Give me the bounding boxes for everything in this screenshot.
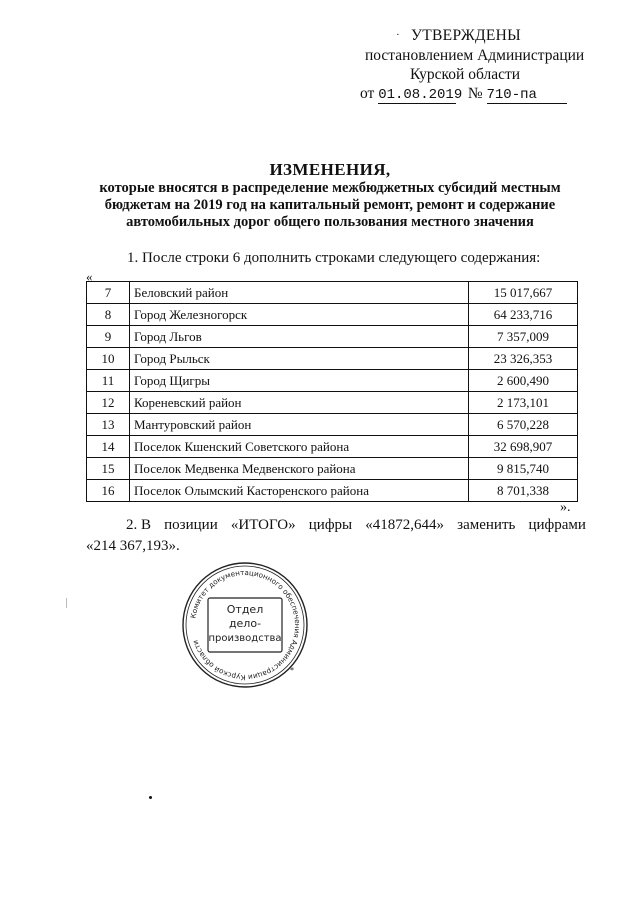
row-number-cell: 12	[87, 392, 130, 414]
heading-line-2: бюджетам на 2019 год на капитальный ремонт, ремонт и содержание	[104, 197, 556, 213]
row-number-cell: 8	[87, 304, 130, 326]
p2-word: «ИТОГО»	[230, 517, 296, 533]
subsidy-table	[86, 281, 578, 502]
table-row	[87, 282, 578, 304]
approval-number: 710-па	[487, 87, 567, 104]
stamp-line-3: производства	[208, 633, 282, 644]
table-row	[87, 480, 578, 502]
row-value-cell: 2 600,490	[469, 370, 578, 392]
row-value-cell: 8 701,338	[469, 480, 578, 502]
row-value-cell: 23 326,353	[469, 348, 578, 370]
approval-date: 01.08.2019	[378, 87, 463, 103]
scan-speck	[66, 598, 67, 608]
document-heading	[70, 159, 590, 231]
row-name-cell: Поселок Олымский Касторенского района	[130, 480, 469, 502]
ink-dot	[149, 796, 152, 799]
row-number-cell: 16	[87, 480, 130, 502]
row-value-cell: 15 017,667	[469, 282, 578, 304]
row-number-cell: 7	[87, 282, 130, 304]
approval-from-label: от	[360, 85, 375, 102]
p2-word: 2. В	[126, 517, 152, 533]
table-row	[87, 436, 578, 458]
paragraph-2-line-2: «214 367,193».	[86, 538, 180, 554]
row-number-cell: 13	[87, 414, 130, 436]
row-name-cell: Город Щигры	[130, 370, 469, 392]
approval-region: Курской области	[410, 66, 521, 83]
row-name-cell: Поселок Кшенский Советского района	[130, 436, 469, 458]
row-value-cell: 64 233,716	[469, 304, 578, 326]
stamp-star-icon: *	[290, 666, 294, 675]
row-name-cell: Беловский район	[130, 282, 469, 304]
table-row	[87, 304, 578, 326]
table-row	[87, 370, 578, 392]
row-number-cell: 9	[87, 326, 130, 348]
row-number-cell: 15	[87, 458, 130, 480]
row-value-cell: 2 173,101	[469, 392, 578, 414]
p2-word: «41872,644»	[365, 517, 445, 533]
heading-title: ИЗМЕНЕНИЯ,	[269, 160, 391, 179]
row-name-cell: Город Рыльск	[130, 348, 469, 370]
table-row	[87, 348, 578, 370]
approval-issuer: постановлением Администрации	[365, 47, 585, 64]
row-value-cell: 7 357,009	[469, 326, 578, 348]
table-row	[87, 326, 578, 348]
row-value-cell: 9 815,740	[469, 458, 578, 480]
p2-word: цифрами	[528, 517, 586, 533]
row-name-cell: Мантуровский район	[130, 414, 469, 436]
row-name-cell: Город Железногорск	[130, 304, 469, 326]
row-number-cell: 10	[87, 348, 130, 370]
row-name-cell: Город Льгов	[130, 326, 469, 348]
stamp-graphic	[180, 560, 310, 690]
paragraph-2-line-1	[86, 515, 586, 536]
row-number-cell: 14	[87, 436, 130, 458]
row-number-cell: 11	[87, 370, 130, 392]
open-quote: «	[86, 269, 93, 284]
approval-title: УТВЕРЖДЕНЫ	[411, 27, 521, 44]
row-value-cell: 6 570,228	[469, 414, 578, 436]
stamp-line-2: дело-	[228, 617, 262, 630]
heading-line-3: автомобильных дорог общего пользования местного значения	[126, 214, 534, 230]
approval-date-line	[360, 84, 567, 104]
paragraph-2	[86, 515, 586, 557]
table-row	[87, 458, 578, 480]
heading-line-1: которые вносятся в распределение межбюджетных субсидий местным	[99, 180, 561, 196]
p2-word: цифры	[308, 517, 353, 533]
row-name-cell: Поселок Медвенка Медвенского района	[130, 458, 469, 480]
office-stamp	[180, 560, 310, 690]
p2-word: заменить	[457, 517, 516, 533]
stamp-line-1: Отдел	[226, 603, 264, 616]
close-quote: ».	[560, 500, 571, 515]
p2-word: позиции	[164, 517, 218, 533]
stamp-ring-text: Комитет документационного обеспечения Администрации Курской области	[188, 567, 303, 683]
row-name-cell: Кореневский район	[130, 392, 469, 414]
table-row	[87, 392, 578, 414]
paragraph-1: 1. После строки 6 дополнить строками следующего содержания:	[127, 250, 541, 266]
table-row	[87, 414, 578, 436]
row-value-cell: 32 698,907	[469, 436, 578, 458]
approval-number-label: №	[467, 85, 483, 102]
approval-bullet: ·	[396, 29, 400, 41]
